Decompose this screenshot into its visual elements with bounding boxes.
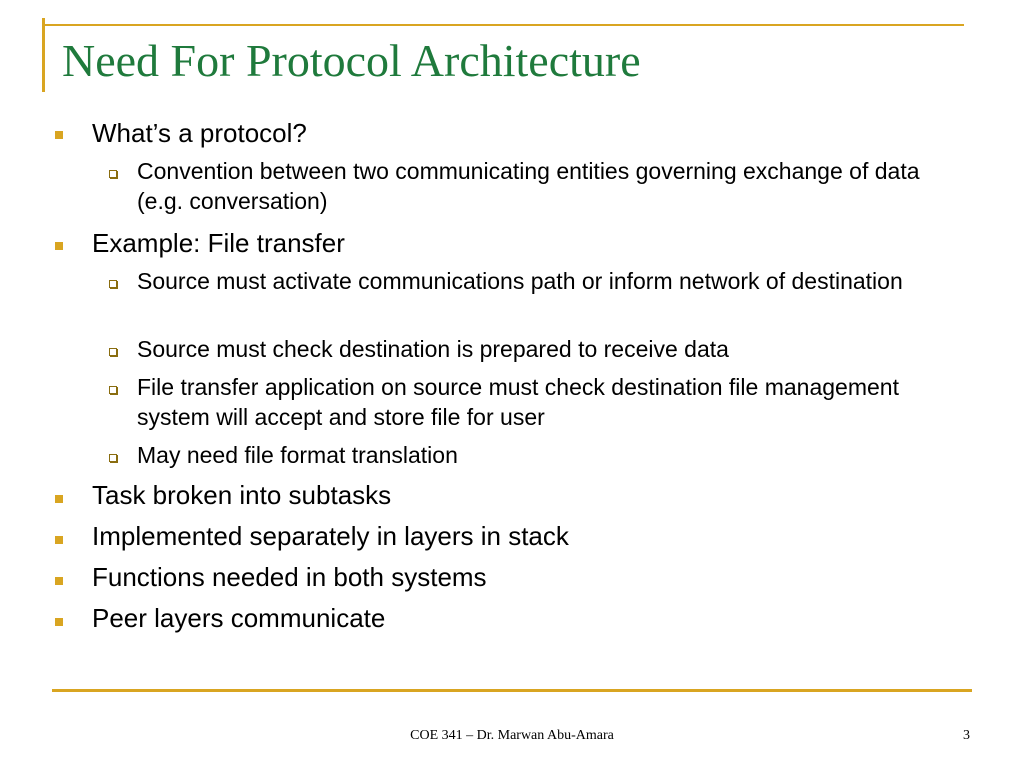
sub-bullet-text: Source must activate communications path or inform network of destination — [137, 268, 903, 294]
square-bullet-icon — [55, 495, 63, 503]
hollow-square-bullet-icon — [109, 348, 117, 356]
sub-bullet-text: File transfer application on source must check destination file management system will accept and store file for user — [137, 374, 899, 430]
footer-rule — [52, 689, 972, 692]
square-bullet-icon — [55, 242, 63, 250]
bullet-text: Implemented separately in layers in stack — [92, 521, 569, 551]
square-bullet-icon — [55, 536, 63, 544]
title-top-rule — [42, 24, 964, 26]
bullet-text: Example: File transfer — [92, 228, 345, 258]
title-accent-bar — [42, 18, 45, 92]
square-bullet-icon — [55, 577, 63, 585]
slide-title: Need For Protocol Architecture — [62, 35, 641, 86]
sub-bullet-text: May need file format translation — [137, 442, 458, 468]
bullet-text: Peer layers communicate — [92, 603, 386, 633]
bullet-text: Functions needed in both systems — [92, 562, 487, 592]
bullet-text: What’s a protocol? — [92, 118, 307, 148]
footer-caption: COE 341 – Dr. Marwan Abu-Amara — [410, 728, 614, 743]
hollow-square-bullet-icon — [109, 280, 117, 288]
square-bullet-icon — [55, 131, 63, 139]
bullet-text: Task broken into subtasks — [92, 480, 392, 510]
hollow-square-bullet-icon — [109, 386, 117, 394]
hollow-square-bullet-icon — [109, 170, 117, 178]
sub-bullet-text: Convention between two communicating entities governing exchange of data (e.g. conversation) — [137, 158, 920, 214]
square-bullet-icon — [55, 618, 63, 626]
sub-bullet-text: Source must check destination is prepared to receive data — [137, 336, 729, 362]
hollow-square-bullet-icon — [109, 454, 117, 462]
page-number: 3 — [963, 728, 970, 743]
